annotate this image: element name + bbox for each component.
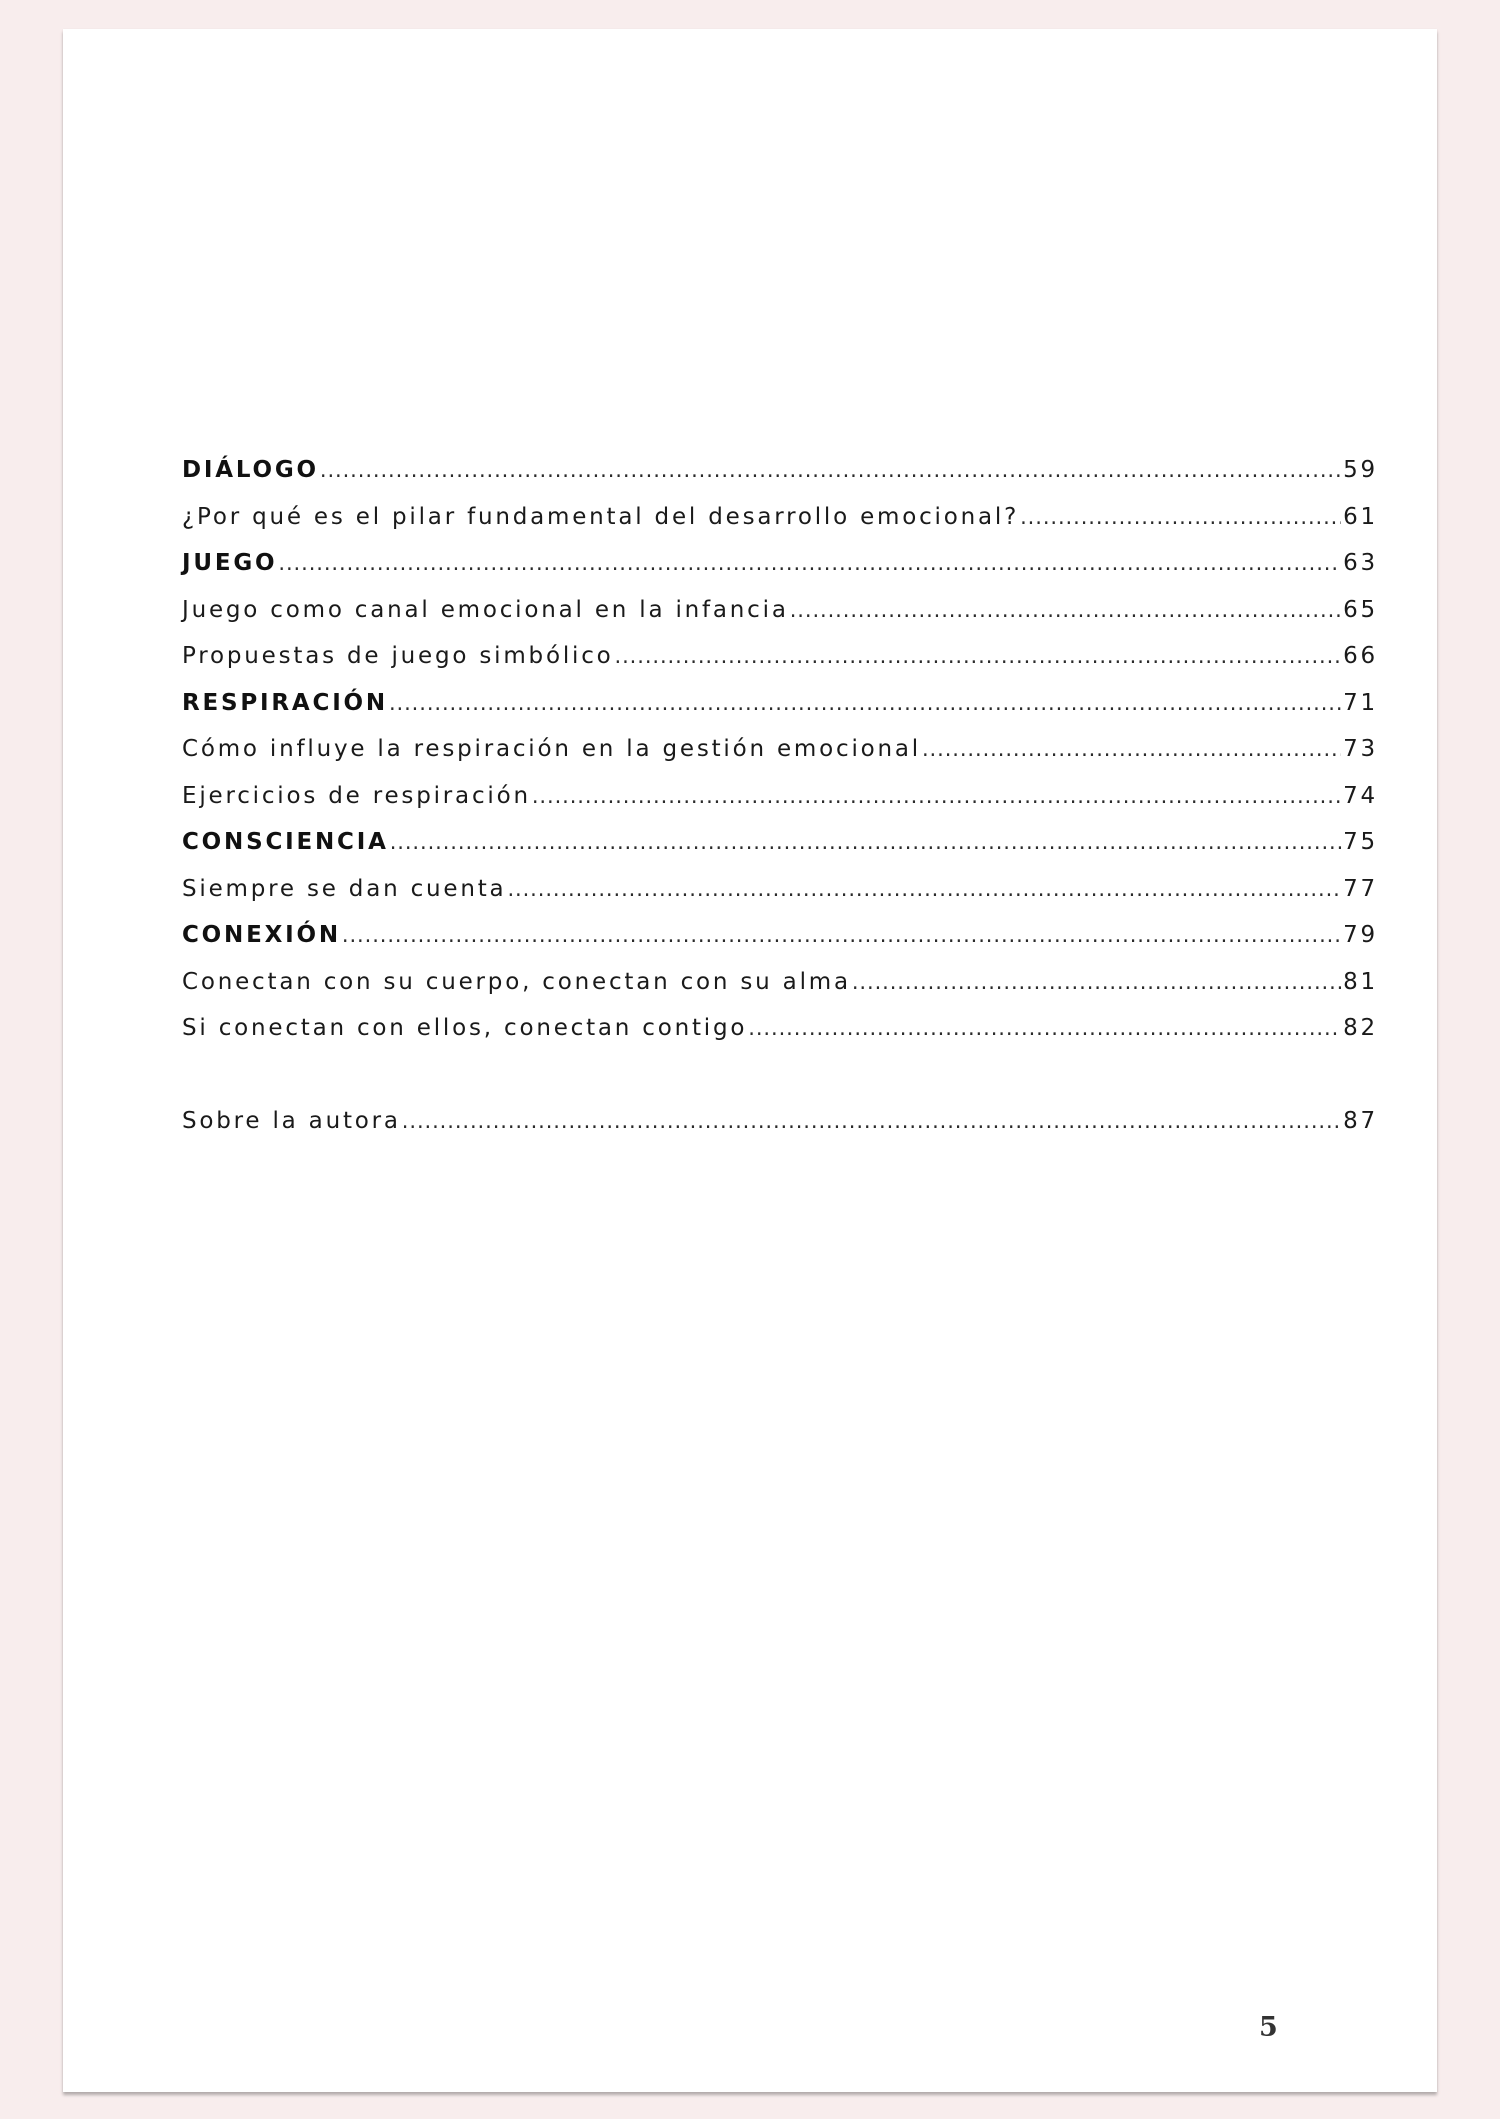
toc-entry-conectan-contigo[interactable]: [182, 1015, 1378, 1062]
toc-entry-page: 81: [1343, 968, 1378, 995]
toc-entry-label: Ejercicios de respiración: [182, 782, 531, 809]
toc-entry-page: 73: [1343, 736, 1378, 762]
toc-entry-dialogo[interactable]: [182, 457, 1378, 504]
toc-entry-ejercicios-respiracion[interactable]: [182, 783, 1378, 830]
toc-entry-page: 77: [1343, 875, 1378, 902]
toc-dot-leader: [402, 1109, 1341, 1133]
toc-entry-gestion-emocional[interactable]: [182, 736, 1378, 783]
toc-entry-pilar-fundamental[interactable]: [182, 504, 1378, 551]
toc-entry-label: Siempre se dan cuenta: [182, 875, 507, 902]
toc-entry-label: Si conectan con ellos, conectan contigo: [182, 1015, 748, 1041]
toc-entry-juego[interactable]: [182, 550, 1378, 597]
toc-entry-page: 75: [1343, 829, 1378, 855]
toc-entry-label: Sobre la autora: [182, 1107, 401, 1134]
toc-entry-label: Propuestas de juego simbólico: [182, 643, 614, 669]
toc-dot-leader: [748, 1016, 1341, 1040]
toc-entry-label: Conectan con su cuerpo, conectan con su alma: [182, 968, 851, 995]
toc-entry-se-dan-cuenta[interactable]: [182, 876, 1378, 923]
toc-entry-page: 65: [1343, 596, 1378, 623]
toc-entry-conexion[interactable]: [182, 922, 1378, 969]
toc-entry-consciencia[interactable]: [182, 829, 1378, 876]
toc-entry-label: ¿Por qué es el pilar fundamental del desarrollo emocional?: [182, 503, 1020, 530]
toc-entry-label: DIÁLOGO: [182, 457, 319, 483]
toc-entry-page: 71: [1343, 689, 1378, 716]
toc-entry-canal-emocional[interactable]: [182, 597, 1378, 644]
toc-dot-leader: [790, 598, 1341, 622]
toc-dot-leader: [507, 877, 1341, 901]
toc-entry-label: Cómo influye la respiración en la gestión emocional: [182, 736, 921, 762]
toc-entry-page: 61: [1343, 503, 1378, 530]
toc-dot-leader: [532, 784, 1341, 808]
toc-dot-leader: [852, 970, 1341, 994]
page-number: 5: [1259, 2012, 1278, 2043]
toc-dot-leader: [390, 830, 1341, 854]
toc-entry-cuerpo-alma[interactable]: [182, 969, 1378, 1016]
toc-entry-label: CONSCIENCIA: [182, 829, 389, 855]
toc-entry-label: Juego como canal emocional en la infancia: [182, 596, 789, 623]
toc-dot-leader: [320, 458, 1341, 482]
toc-entry-sobre-la-autora[interactable]: [182, 1108, 1378, 1155]
table-of-contents: [182, 457, 1378, 1154]
toc-entry-page: 79: [1343, 922, 1378, 948]
toc-dot-leader: [278, 551, 1341, 575]
toc-entry-label: JUEGO: [182, 550, 278, 576]
toc-entry-label: RESPIRACIÓN: [182, 689, 388, 716]
document-page: [63, 29, 1437, 2092]
toc-dot-leader: [615, 644, 1342, 668]
toc-entry-page: 82: [1343, 1015, 1378, 1041]
toc-entry-juego-simbolico[interactable]: [182, 643, 1378, 690]
toc-dot-leader: [1020, 505, 1341, 529]
toc-entry-label: CONEXIÓN: [182, 922, 341, 948]
toc-entry-respiracion[interactable]: [182, 690, 1378, 737]
toc-entry-page: 87: [1343, 1107, 1378, 1134]
toc-entry-page: 66: [1343, 643, 1378, 669]
toc-dot-leader: [922, 737, 1341, 761]
toc-dot-leader: [389, 691, 1341, 715]
toc-entry-page: 74: [1343, 782, 1378, 809]
toc-dot-leader: [342, 923, 1341, 947]
toc-entry-page: 63: [1343, 550, 1378, 576]
toc-entry-page: 59: [1343, 457, 1378, 483]
